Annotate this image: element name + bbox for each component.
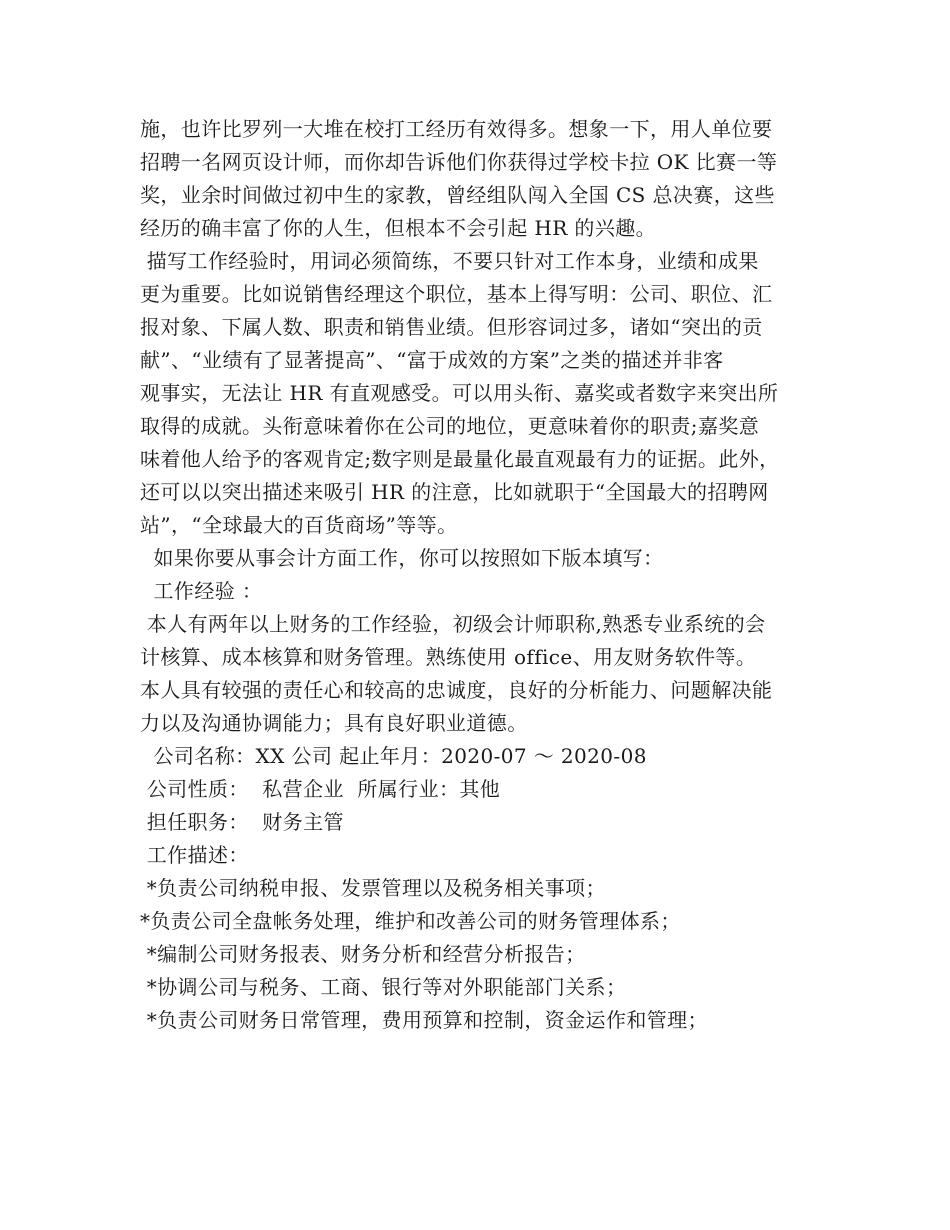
paragraph-line: 报对象、下属人数、职责和销售业绩。但形容词过多，诸如“突出的贡 xyxy=(140,315,763,339)
list-item: *协调公司与税务、工商、银行等对外职能部门关系； xyxy=(140,975,627,999)
company-info-line: 公司性质： 私营企业 所属行业：其他 xyxy=(140,777,501,801)
paragraph-line: 计核算、成本核算和财务管理。熟练使用 office、用友财务软件等。 xyxy=(140,645,757,669)
paragraph-line: 本人具有较强的责任心和较高的忠诚度，良好的分析能力、问题解决能 xyxy=(140,678,773,702)
list-item: *编制公司财务报表、财务分析和经营分析报告； xyxy=(140,942,586,966)
paragraph-line: 取得的成就。头衔意味着你在公司的地位，更意味着你的职责;嘉奖意 xyxy=(140,414,760,438)
paragraph-line: 献”、“业绩有了显著提高”、“富于成效的方案”之类的描述并非客 xyxy=(140,348,724,372)
list-item: *负责公司纳税申报、发票管理以及税务相关事项； xyxy=(140,876,606,900)
list-item: *负责公司财务日常管理，费用预算和控制，资金运作和管理； xyxy=(140,1008,708,1032)
paragraph-line: 如果你要从事会计方面工作，你可以按照如下版本填写： xyxy=(140,546,664,570)
paragraph-line: 描写工作经验时，用词必须简练，不要只针对工作本身，业绩和成果 xyxy=(140,249,759,273)
paragraph-line: 经历的确丰富了你的人生，但根本不会引起 HR 的兴趣。 xyxy=(140,216,657,240)
paragraph-line: 本人有两年以上财务的工作经验，初级会计师职称,熟悉专业系统的会 xyxy=(140,612,766,636)
paragraph-line: 奖，业余时间做过初中生的家教，曾经组队闯入全国 CS 总决赛，这些 xyxy=(140,183,775,207)
paragraph-line: 施，也许比罗列一大堆在校打工经历有效得多。想象一下，用人单位要 xyxy=(140,117,773,141)
company-info-line: 公司名称：XX 公司 起止年月：2020-07 ～ 2020-08 xyxy=(140,744,647,768)
paragraph-line: 观事实，无法让 HR 有直观感受。可以用头衔、嘉奖或者数字来突出所 xyxy=(140,381,779,405)
paragraph-line: 还可以以突出描述来吸引 HR 的注意，比如就职于“全国最大的招聘网 xyxy=(140,480,769,504)
paragraph-line: 更为重要。比如说销售经理这个职位，基本上得写明：公司、职位、汇 xyxy=(140,282,773,306)
list-item: *负责公司全盘帐务处理，维护和改善公司的财务管理体系； xyxy=(140,909,681,933)
paragraph-line: 味着他人给予的客观肯定;数字则是最量化最直观最有力的证据。此外， xyxy=(140,447,780,471)
paragraph-line: 力以及沟通协调能力；具有良好职业道德。 xyxy=(140,711,528,735)
company-info-line: 工作描述： xyxy=(140,843,249,867)
paragraph-line: 招聘一名网页设计师，而你却告诉他们你获得过学校卡拉 OK 比赛一等 xyxy=(140,150,778,174)
paragraph-line: 站”，“全球最大的百货商场”等等。 xyxy=(140,513,458,537)
company-info-line: 担任职务： 财务主管 xyxy=(140,810,344,834)
section-heading: 工作经验 ： xyxy=(140,579,263,603)
